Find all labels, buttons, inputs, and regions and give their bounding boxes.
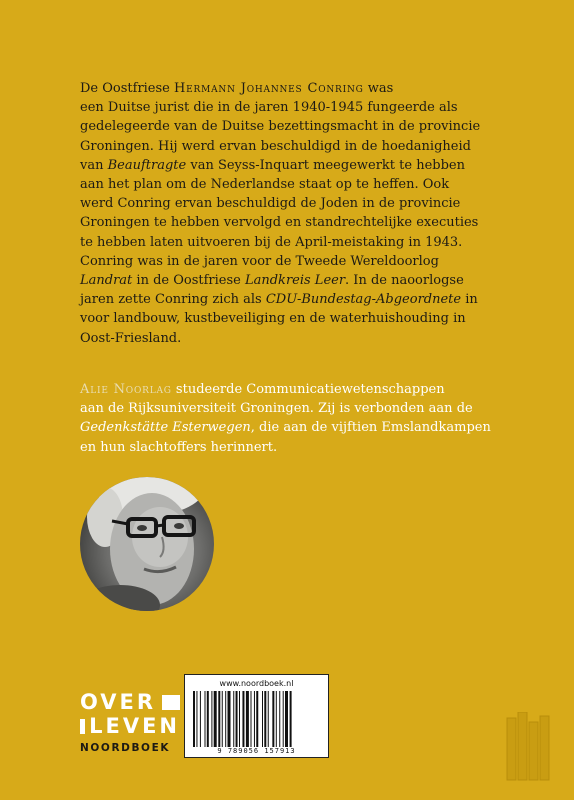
barcode-bar bbox=[264, 691, 266, 747]
barcode-bar bbox=[214, 691, 217, 747]
bio-line: aan de Rijksuniversiteit Groningen. Zij is verbonden aan de bbox=[80, 401, 473, 417]
bio-line: Gedenkstätte Esterwegen, die aan de vijftien Emslandkampen bbox=[80, 420, 491, 436]
barcode-bar bbox=[262, 691, 263, 747]
barcode-bar bbox=[228, 691, 231, 747]
bio-line: en hun slachtoffers herinnert. bbox=[80, 439, 278, 455]
barcode-bar bbox=[196, 691, 197, 747]
logo-row-over bbox=[80, 690, 180, 714]
logo-bar bbox=[80, 719, 85, 734]
barcode-bar bbox=[276, 691, 277, 747]
barcode-bar bbox=[222, 691, 223, 747]
barcode-bar bbox=[285, 691, 288, 747]
barcode-bar bbox=[242, 691, 244, 747]
publisher-logo bbox=[80, 690, 180, 754]
barcode-bar bbox=[233, 691, 234, 747]
portrait-illustration bbox=[80, 477, 214, 611]
barcode-bar bbox=[236, 691, 238, 747]
logo-bar bbox=[162, 695, 180, 710]
summary-line: Groningen. Hij werd ervan beschuldigd in de hoedanigheid bbox=[80, 138, 471, 154]
author-portrait bbox=[80, 477, 214, 611]
author-bio bbox=[80, 380, 520, 457]
barcode-bar bbox=[290, 691, 292, 747]
summary-line: aan het plan om de Nederlandse staat op te heffen. Ook bbox=[80, 177, 450, 193]
barcode-bar bbox=[246, 691, 249, 747]
summary-line: jaren zette Conring zich als CDU-Bundestag-Abgeordnete in bbox=[80, 292, 478, 308]
logo-word-leven: LEVEN bbox=[89, 714, 180, 738]
barcode-bar bbox=[225, 691, 226, 747]
barcode-bar bbox=[254, 691, 255, 747]
barcode-bar bbox=[239, 691, 240, 747]
author-name: Alie Noorlag bbox=[80, 382, 172, 397]
summary-line: werd Conring ervan beschuldigd de Joden in de provincie bbox=[80, 196, 461, 212]
summary-line: Oost-Friesland. bbox=[80, 330, 182, 346]
barcode-bar bbox=[283, 691, 284, 747]
vertical-books-watermark-icon bbox=[505, 712, 553, 784]
summary-line: Landrat in de Oostfriese Landkreis Leer. In de naoorlogse bbox=[80, 273, 464, 289]
barcode-bar bbox=[218, 691, 220, 747]
summary-line: Groningen te hebben vervolgd en standrechtelijke executies bbox=[80, 215, 479, 231]
isbn-barcode bbox=[184, 674, 329, 758]
back-cover-summary bbox=[80, 79, 520, 348]
barcode-bar bbox=[251, 691, 252, 747]
bio-line: Alie Noorlag studeerde Communicatiewetenschappen bbox=[80, 382, 445, 397]
summary-line: De Oostfriese Hermann Johannes Conring was bbox=[80, 81, 394, 96]
barcode-bar bbox=[272, 691, 274, 747]
barcode-bar bbox=[279, 691, 280, 747]
barcode-bar bbox=[256, 691, 258, 747]
subject-name: Hermann Johannes Conring bbox=[174, 81, 364, 96]
summary-line: Conring was in de jaren voor de Tweede Wereldoorlog bbox=[80, 253, 439, 269]
summary-line: een Duitse jurist die in de jaren 1940-1945 fungeerde als bbox=[80, 100, 458, 116]
barcode-bars-icon bbox=[193, 691, 321, 747]
barcode-bar bbox=[193, 691, 195, 747]
publisher-name: NOORDBOEK bbox=[80, 742, 171, 754]
barcode-bar bbox=[207, 691, 209, 747]
barcode-bar bbox=[205, 691, 206, 747]
barcode-bar bbox=[200, 691, 201, 747]
summary-line: voor landbouw, kustbeveiliging en de waterhuishouding in bbox=[80, 311, 466, 327]
barcode-bar bbox=[211, 691, 212, 747]
barcode-bar bbox=[268, 691, 269, 747]
summary-line: van Beauftragte van Seyss-Inquart meegewerkt te hebben bbox=[80, 157, 465, 173]
publisher-url: www.noordboek.nl bbox=[219, 679, 294, 688]
logo-row-leven bbox=[80, 714, 180, 738]
summary-line: gedelegeerde van de Duitse bezettingsmacht in de provincie bbox=[80, 119, 481, 135]
isbn-number: 9 789056 157913 bbox=[217, 747, 296, 755]
summary-line: te hebben laten uitvoeren bij de April-meistaking in 1943. bbox=[80, 234, 463, 250]
logo-word-over: OVER bbox=[80, 690, 157, 714]
